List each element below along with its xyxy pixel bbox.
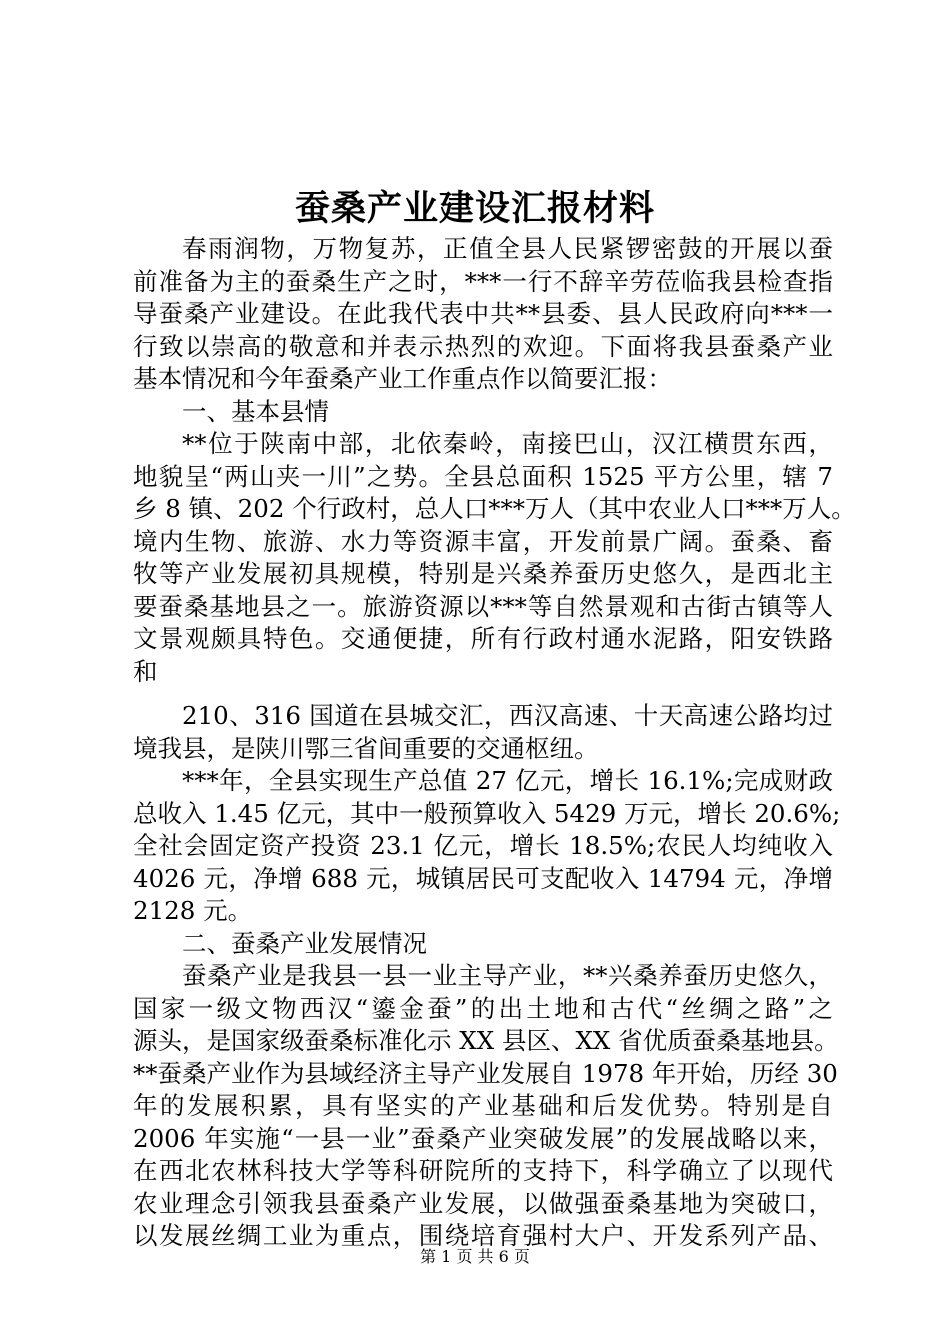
section-heading: 一、基本县情	[182, 396, 329, 426]
document-body	[133, 233, 856, 1253]
page-footer: 第 1 页 共 6 页	[420, 1247, 530, 1266]
text-line: 地貌呈“两山夹一川”之势。全县总面积 1525 平方公里，辖 7	[133, 461, 833, 491]
text-line: 牧等产业发展初具规模，特别是兴桑养蚕历史悠久，是西北主	[133, 559, 833, 588]
text-line: 要蚕桑基地县之一。旅游资源以***等自然景观和古街古镇等人	[133, 591, 833, 621]
text-line: 总收入 1.45 亿元，其中一般预算收入 5429 万元，增长 20.6%;	[133, 798, 841, 828]
text-line: **位于陕南中部，北依秦岭，南接巴山，汉江横贯东西，	[182, 429, 833, 458]
text-line: **蚕桑产业作为县域经济主导产业发展自 1978 年开始，历经 30	[133, 1058, 838, 1088]
text-line: 2128 元。	[133, 896, 253, 925]
document-title: 蚕桑产业建设汇报材料	[294, 188, 655, 229]
text-line: 春雨润物，万物复苏，正值全县人民紧锣密鼓的开展以蚕	[182, 234, 833, 263]
text-line: 行致以崇高的敬意和并表示热烈的欢迎。下面将我县蚕桑产业	[133, 331, 833, 361]
text-line: 年的发展积累，具有坚实的产业基础和后发优势。特别是自	[133, 1091, 833, 1120]
text-line: 在西北农林科技大学等科研院所的支持下，科学确立了以现代	[133, 1156, 833, 1185]
text-line: 文景观颇具特色。交通便捷，所有行政村通水泥路，阳安铁路	[133, 624, 833, 653]
text-line: 2006 年实施“一县一业”蚕桑产业突破发展”的发展战略以来，	[133, 1123, 833, 1153]
text-line: 和	[133, 656, 158, 686]
section-heading: 二、蚕桑产业发展情况	[182, 928, 427, 958]
text-line: 蚕桑产业是我县一县一业主导产业，**兴桑养蚕历史悠久，	[182, 961, 833, 990]
text-line: 全社会固定资产投资 23.1 亿元，增长 18.5%;农民人均纯收入	[133, 831, 833, 860]
text-line: 境我县，是陕川鄂三省间重要的交通枢纽。	[133, 733, 599, 763]
text-line: 国家一级文物西汉“鎏金蚕”的出土地和古代“丝绸之路”之	[133, 993, 833, 1023]
text-line: 乡 8 镇、202 个行政村，总人口***万人（其中农业人口***万人。	[133, 494, 856, 523]
text-line: 基本情况和今年蚕桑产业工作重点作以简要汇报：	[133, 364, 672, 393]
text-line: 以发展丝绸工业为重点，围绕培育强村大户、开发系列产品、	[133, 1221, 833, 1250]
paragraph-gap	[133, 688, 833, 700]
text-line: 4026 元，净增 688 元，城镇居民可支配收入 14794 元，净增	[133, 863, 833, 893]
text-line: 210、316 国道在县城交汇，西汉高速、十天高速公路均过	[182, 701, 833, 730]
text-line: 导蚕桑产业建设。在此我代表中共**县委、县人民政府向***一	[133, 299, 833, 328]
text-line: ***年，全县实现生产总值 27 亿元，增长 16.1%;完成财政	[182, 766, 833, 795]
text-line: 前准备为主的蚕桑生产之时，***一行不辞辛劳莅临我县检查指	[133, 266, 833, 296]
text-line: 农业理念引领我县蚕桑产业发展，以做强蚕桑基地为突破口，	[133, 1188, 833, 1218]
text-line: 源头，是国家级蚕桑标准化示 XX 县区、XX 省优质蚕桑基地县。	[133, 1026, 839, 1055]
text-line: 境内生物、旅游、水力等资源丰富，开发前景广阔。蚕桑、畜	[133, 526, 833, 556]
